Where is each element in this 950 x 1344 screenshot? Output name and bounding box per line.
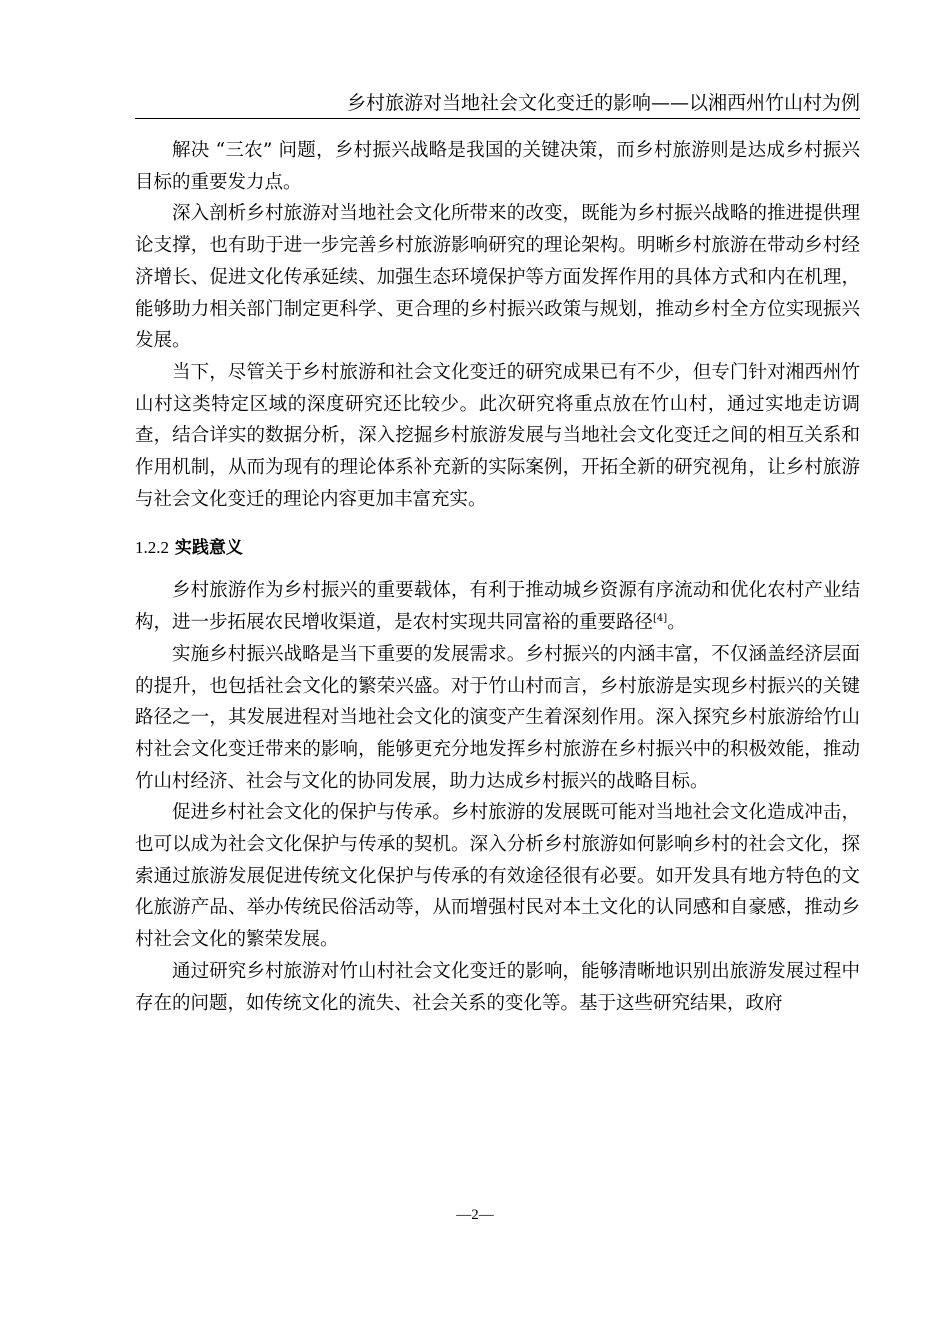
running-header-title: 乡村旅游对当地社会文化变迁的影响——以湘西州竹山村为例 xyxy=(346,92,860,114)
paragraph: 解决 “三农” 问题，乡村振兴战略是我国的关键决策，而乡村旅游则是达成乡村振兴目标的重要发力点。 xyxy=(135,140,860,193)
citation-ref: [4] xyxy=(653,612,668,624)
section-number: 1.2.2 xyxy=(135,538,169,558)
paragraph-text: 乡村旅游作为乡村振兴的重要载体，有利于推动城乡资源有序流动和优化农村产业结构，进一步拓展农民增收渠道，是农村实现共同富裕的重要路径 xyxy=(135,580,860,634)
paragraph-end: 。 xyxy=(667,612,686,634)
section-title: 实践意义 xyxy=(174,538,243,559)
running-header xyxy=(135,88,860,119)
paragraph: 实施乡村振兴战略是当下重要的发展需求。乡村振兴的内涵丰富，不仅涵盖经济层面的提升，也包括社会文化的繁荣兴盛。对于竹山村而言，乡村旅游是实现乡村振兴的关键路径之一，其发展进程对当地社会文化的演变产生着深刻作用。深入探究乡村旅游给竹山村社会文化变迁带来的影响，能够更充分地发挥乡村旅游在乡村振兴中的积极效能，推动竹山村经济、社会与文化的协同发展，助力达成乡村振兴的战略目标。 xyxy=(135,643,860,792)
paragraph: 促进乡村社会文化的保护与传承。乡村旅游的发展既可能对当地社会文化造成冲击，也可以成为社会文化保护与传承的契机。深入分析乡村旅游如何影响乡村的社会文化，探索通过旅游发展促进传统文化保护与传承的有效途径很有必要。如开发具有地方特色的文化旅游产品、举办传统民俗活动等，从而增强村民对本土文化的认同感和自豪感，推动乡村社会文化的繁荣发展。 xyxy=(135,802,860,951)
paragraph: 深入剖析乡村旅游对当地社会文化所带来的改变，既能为乡村振兴战略的推进提供理论支撑，也有助于进一步完善乡村旅游影响研究的理论架构。明晰乡村旅游在带动乡村经济增长、促进文化传承延续、加强生态环境保护等方面发挥作用的具体方式和内在机理，能够助力相关部门制定更科学、更合理的乡村振兴政策与规划，推动乡村全方位实现振兴发展。 xyxy=(135,203,860,352)
paragraph-with-citation xyxy=(135,575,860,638)
document-body xyxy=(135,135,860,1019)
section-heading xyxy=(135,535,860,561)
paragraph: 通过研究乡村旅游对竹山村社会文化变迁的影响，能够清晰地识别出旅游发展过程中存在的问题，如传统文化的流失、社会关系的变化等。基于这些研究结果，政府 xyxy=(135,960,860,1014)
page-number: —2— xyxy=(456,1207,494,1223)
paragraph: 当下，尽管关于乡村旅游和社会文化变迁的研究成果已有不少，但专门针对湘西州竹山村这类特定区域的深度研究还比较少。此次研究将重点放在竹山村，通过实地走访调查，结合详实的数据分析，深入挖掘乡村旅游发展与当地社会文化变迁之间的相互关系和作用机制，从而为现有的理论体系补充新的实际案例，开拓全新的研究视角，让乡村旅游与社会文化变迁的理论内容更加丰富充实。 xyxy=(135,361,860,510)
